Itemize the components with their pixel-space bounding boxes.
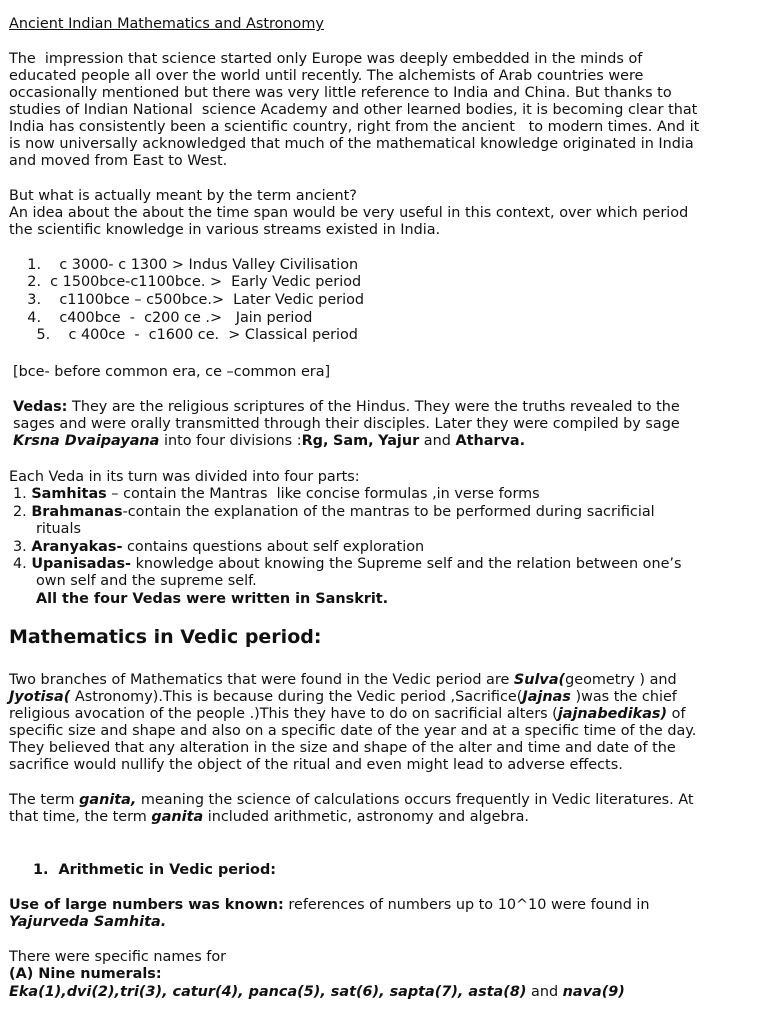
conjunction: and — [526, 984, 563, 1000]
nine-numerals-line — [9, 966, 162, 983]
paragraph-text: The term — [9, 792, 80, 808]
paragraph-text: references of numbers up to 10^10 were found in — [283, 897, 650, 913]
term-ganita: ganita — [151, 809, 204, 825]
numerals-line — [9, 984, 625, 1001]
era-note: [bce- before common era, ce –common era] — [13, 364, 331, 380]
part-item — [13, 504, 655, 521]
nine-numerals-label: (A) Nine numerals: — [9, 966, 162, 982]
question-line: the scientific knowledge in various streams existed in India. — [9, 222, 441, 238]
question-line: But what is actually meant by the term ancient? — [9, 188, 357, 204]
part-item-continuation: rituals — [36, 521, 81, 537]
period-item: 2. c 1500bce-c1100bce. > Early Vedic period — [9, 274, 362, 290]
part-item — [13, 556, 682, 573]
vedas-line-2: sages and were orally transmitted through their disciples. Later they were compiled by sage — [13, 416, 680, 432]
paragraph-text: Astronomy).This is because during the Vedic period ,Sacrifice( — [70, 689, 523, 705]
intro-line: studies of Indian National science Academy and other learned bodies, it is becoming clear that — [9, 102, 698, 118]
vedas-label: Vedas: — [13, 399, 68, 415]
intro-line: and moved from East to West. — [9, 153, 228, 169]
part-name: Upanisadas- — [31, 556, 132, 572]
paragraph-text: of — [667, 706, 686, 722]
large-numbers-line — [9, 897, 650, 914]
sanskrit-note: All the four Vedas were written in Sanskrit. — [36, 591, 389, 607]
part-text: contains questions about self exploration — [122, 539, 425, 555]
branches-line: They believed that any alteration in the size and shape of the alter and time and date of the — [9, 740, 676, 756]
part-item-continuation: own self and the supreme self. — [36, 573, 257, 589]
subsection-heading: 1. Arithmetic in Vedic period: — [33, 862, 277, 878]
sage-name: Krsna Dvaipayana — [13, 433, 160, 449]
period-item: 5. c 400ce - c1600 ce. > Classical period — [9, 327, 358, 343]
term-sulva: Sulva( — [513, 672, 566, 688]
branches-line: specific size and shape and also on a specific date of the year and at a specific time of the day. — [9, 723, 697, 739]
term-ganita: ganita, — [79, 792, 137, 808]
large-numbers-label: Use of large numbers was known: — [9, 897, 284, 913]
part-item — [13, 486, 540, 503]
vedas-text: They are the religious scriptures of the Hindus. They were the truths revealed to the — [67, 399, 680, 415]
vedas-text: into four divisions : — [159, 433, 302, 449]
question-line: An idea about the about the time span would be very useful in this context, over which period — [9, 205, 689, 221]
branches-line — [9, 706, 686, 723]
part-number: 3. — [13, 539, 27, 555]
source-line — [9, 914, 166, 931]
part-text: – contain the Mantras like concise formulas ,in verse forms — [106, 486, 540, 502]
paragraph-text: religious avocation of the people .)This they have to do on sacrificial alters ( — [9, 706, 558, 722]
paragraph-text: that time, the term — [9, 809, 152, 825]
vedas-line-3 — [13, 433, 525, 450]
branches-line — [9, 689, 677, 706]
numerals-list: Eka(1),dvi(2),tri(3), catur(4), panca(5), sat(6), sapta(7), asta(8) — [9, 984, 527, 1000]
intro-line: occasionally mentioned but there was very little reference to India and China. But thanks to — [9, 85, 672, 101]
intro-line: The impression that science started only Europe was deeply embedded in the minds of — [9, 51, 643, 67]
part-item — [13, 539, 424, 556]
intro-line: is now universally acknowledged that much of the mathematical knowledge originated in India — [9, 136, 694, 152]
veda-sam: Sam, — [333, 433, 374, 449]
part-name: Brahmanas — [31, 504, 123, 520]
paragraph-text: geometry ) and — [565, 672, 677, 688]
subsection-line — [33, 862, 276, 879]
conjunction: and — [419, 433, 456, 449]
period-item: 4. c400bce - c200 ce .> Jain period — [9, 310, 313, 326]
part-text: -contain the explanation of the mantras to be performed during sacrificial — [122, 504, 655, 520]
period-item: 3. c1100bce – c500bce.> Later Vedic period — [9, 292, 365, 308]
vedas-line-1 — [13, 399, 680, 416]
veda-rg: Rg, — [301, 433, 329, 449]
source-name: Yajurveda Samhita. — [9, 914, 167, 930]
part-number: 4. — [13, 556, 27, 572]
section-heading: Mathematics in Vedic period: — [9, 626, 322, 648]
paragraph-text: )was the chief — [570, 689, 677, 705]
part-name: Aranyakas- — [31, 539, 123, 555]
term-jajnas: Jajnas — [522, 689, 571, 705]
intro-line: educated people all over the world until recently. The alchemists of Arab countries were — [9, 68, 644, 84]
period-item: 1. c 3000- c 1300 > Indus Valley Civilisation — [9, 257, 359, 273]
ganita-line — [9, 809, 529, 826]
names-intro: There were specific names for — [9, 949, 227, 965]
veda-yajur: Yajur — [378, 433, 420, 449]
part-text: knowledge about knowing the Supreme self and the relation between one’s — [131, 556, 682, 572]
document-title: Ancient Indian Mathematics and Astronomy — [9, 16, 324, 32]
branches-line — [9, 672, 677, 689]
branches-line: sacrifice would nullify the object of the ritual and even might lead to adverse effects. — [9, 757, 623, 773]
paragraph-text: Two branches of Mathematics that were found in the Vedic period are — [9, 672, 514, 688]
intro-line: India has consistently been a scientific country, right from the ancient to modern times. And it — [9, 119, 700, 135]
part-name: Samhitas — [31, 486, 107, 502]
term-jyotisa: Jyotisa( — [9, 689, 71, 705]
veda-atharva: Atharva. — [455, 433, 526, 449]
part-number: 1. — [13, 486, 27, 502]
sanskrit-line — [36, 591, 388, 608]
part-number: 2. — [13, 504, 27, 520]
term-jajnabedikas: jajnabedikas) — [557, 706, 668, 722]
paragraph-text: meaning the science of calculations occurs frequently in Vedic literatures. At — [136, 792, 694, 808]
ganita-line — [9, 792, 694, 809]
parts-intro: Each Veda in its turn was divided into four parts: — [9, 469, 360, 485]
numeral-nava: nava(9) — [562, 984, 625, 1000]
paragraph-text: included arithmetic, astronomy and algebra. — [203, 809, 529, 825]
